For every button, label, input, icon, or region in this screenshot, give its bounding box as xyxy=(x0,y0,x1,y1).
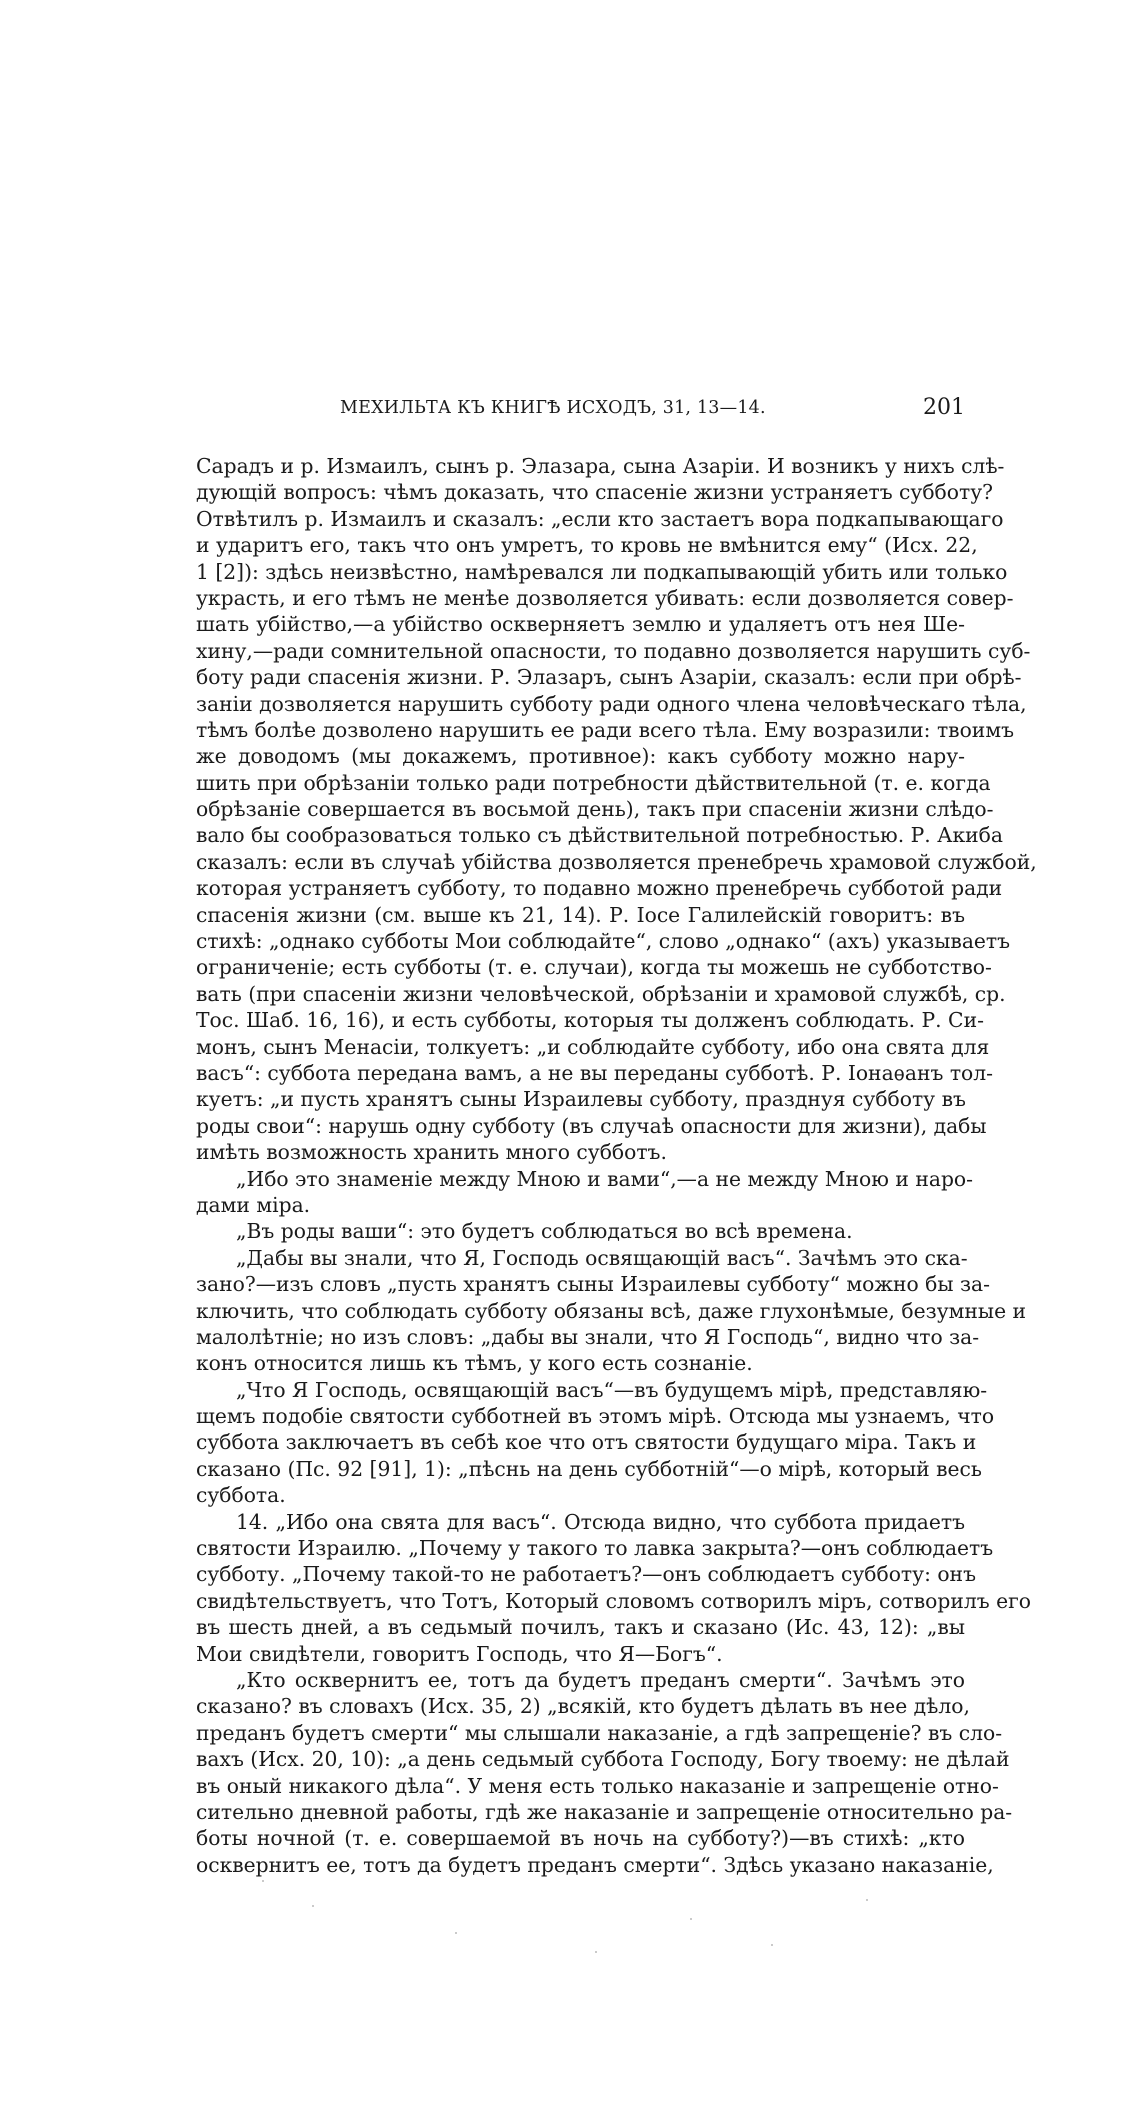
text-line: вать (при спасеніи жизни человѣческой, обрѣзаніи и храмовой службѣ, ср. xyxy=(196,981,1006,1006)
scan-speck xyxy=(771,1944,773,1946)
text-line: боты ночной (т. е. совершаемой въ ночь на субботу?)—въ стихѣ: „кто xyxy=(196,1826,965,1851)
text-line: святости Израилю. „Почему у такого то лавка закрыта?—онъ соблюдаетъ xyxy=(196,1536,994,1561)
text-line: тѣмъ болѣе дозволено нарушить ее ради всего тѣла. Ему возразили: твоимъ xyxy=(196,717,1015,742)
text-line: ключить, что соблюдать субботу обязаны всѣ, даже глухонѣмые, безумные и xyxy=(196,1298,1027,1323)
text-line: куетъ: „и пусть хранятъ сыны Израилевы субботу, празднуя субботу въ xyxy=(196,1087,966,1112)
text-line: стихѣ: „однако субботы Мои соблюдайте“, слово „однако“ (ахъ) указываетъ xyxy=(196,929,1011,954)
text-line: въ шесть дней, а въ седьмый почилъ, такъ и сказано (Ис. 43, 12): „вы xyxy=(196,1615,965,1640)
text-line: хину,—ради сомнительной опасности, то подавно дозволяется нарушить суб- xyxy=(196,638,1031,663)
scan-speck xyxy=(866,1899,868,1901)
text-line: „Кто осквернитъ ее, тотъ да будетъ преданъ смерти“. Зачѣмъ это xyxy=(236,1667,965,1692)
text-line: шить при обрѣзаніи только ради потребности дѣйствительной (т. е. когда xyxy=(196,770,991,795)
text-line: конъ относится лишь къ тѣмъ, у кого есть сознаніе. xyxy=(196,1351,753,1376)
text-line: 1 [2]): здѣсь неизвѣстно, намѣревался ли подкапывающій убить или только xyxy=(196,559,1008,584)
text-line: вахъ (Исх. 20, 10): „а день седьмый суббота Господу, Богу твоему: не дѣлай xyxy=(196,1747,1010,1772)
text-line: щемъ подобіе святости субботней въ этомъ мірѣ. Отсюда мы узнаемъ, что xyxy=(196,1404,995,1429)
text-line: ограниченіе; есть субботы (т. е. случаи), когда ты можешь не субботство- xyxy=(196,955,992,980)
text-line: „Что Я Господь, освящающій васъ“—въ будущемъ мірѣ, представляю- xyxy=(236,1377,988,1402)
text-line: васъ“: суббота передана вамъ, а не вы переданы субботѣ. Р. Іонаѳанъ тол- xyxy=(196,1060,993,1085)
text-line: которая устраняетъ субботу, то подавно можно пренебречь субботой ради xyxy=(196,876,1003,901)
body-text xyxy=(196,453,1037,1878)
text-line: Сарадъ и р. Измаилъ, сынъ р. Элазара, сына Азаріи. И возникъ у нихъ слѣ- xyxy=(196,454,1005,478)
text-line: малолѣтніе; но изъ словъ: „дабы вы знали, что Я Господь“, видно что за- xyxy=(196,1324,980,1349)
text-line: „Въ роды ваши“: это будетъ соблюдаться во всѣ времена. xyxy=(236,1219,853,1244)
text-line: „Ибо это знаменіе между Мною и вами“,—а не между Мною и наро- xyxy=(236,1166,973,1191)
text-line: Тос. Шаб. 16, 16), и есть субботы, которыя ты долженъ соблюдать. Р. Си- xyxy=(196,1008,984,1033)
text-line: въ оный никакого дѣла“. У меня есть только наказаніе и запрещеніе отно- xyxy=(196,1773,999,1798)
text-line: Отвѣтилъ р. Измаилъ и сказалъ: „если кто застаетъ вора подкапывающаго xyxy=(196,506,1004,531)
text-line: суббота заключаетъ въ себѣ кое что отъ святости будущаго міра. Такъ и xyxy=(196,1430,977,1455)
running-title: МЕХИЛЬТА КЪ КНИГѢ ИСХОДЪ, 31, 13—14. xyxy=(340,398,766,418)
text-line: суббота. xyxy=(196,1483,286,1508)
page-number: 201 xyxy=(923,395,965,420)
text-line: преданъ будетъ смерти“ мы слышали наказаніе, а гдѣ запрещеніе? въ сло- xyxy=(196,1720,1003,1745)
text-line: сказано? въ словахъ (Исх. 35, 2) „всякій, кто будетъ дѣлать въ нее дѣло, xyxy=(196,1694,970,1719)
text-line: же доводомъ (мы докажемъ, противное): какъ субботу можно нару- xyxy=(196,744,965,769)
text-line: украсть, и его тѣмъ не менѣе дозволяется убивать: если дозволяется совер- xyxy=(196,585,1014,610)
text-line: сказано (Пс. 92 [91], 1): „пѣснь на день субботній“—о мірѣ, который весь xyxy=(196,1456,982,1481)
text-line: заніи дозволяется нарушить субботу ради одного члена человѣческаго тѣла, xyxy=(196,691,1027,716)
text-line: шать убійство,—а убійство оскверняетъ землю и удаляетъ отъ нея Ше- xyxy=(196,612,965,637)
scan-speck xyxy=(455,1932,457,1934)
scan-speck xyxy=(312,1905,314,1907)
text-line: осквернитъ ее, тотъ да будетъ преданъ смерти“. Здѣсь указано наказаніе, xyxy=(196,1852,994,1877)
text-line: сительно дневной работы, гдѣ же наказаніе и запрещеніе относительно ра- xyxy=(196,1799,1013,1824)
text-line: имѣть возможность хранить много субботъ. xyxy=(196,1140,667,1165)
text-line: боту ради спасенія жизни. Р. Элазаръ, сынъ Азаріи, сказалъ: если при обрѣ- xyxy=(196,665,1022,690)
text-line: дами міра. xyxy=(196,1192,311,1217)
text-line: обрѣзаніе совершается въ восьмой день), такъ при спасеніи жизни слѣдо- xyxy=(196,797,994,822)
text-line: свидѣтельствуетъ, что Тотъ, Который словомъ сотворилъ міръ, сотворилъ его xyxy=(196,1588,1031,1613)
text-line: субботу. „Почему такой-то не работаетъ?—онъ соблюдаетъ субботу: онъ xyxy=(196,1562,976,1587)
text-line: вало бы сообразоваться только съ дѣйствительной потребностью. Р. Акиба xyxy=(196,823,1003,848)
text-line: и ударитъ его, такъ что онъ умретъ, то кровь не вмѣнится ему“ (Исх. 22, xyxy=(196,533,978,558)
text-line: Мои свидѣтели, говоритъ Господь, что Я—Богъ“. xyxy=(196,1641,723,1666)
text-line: роды свои“: нарушь одну субботу (въ случаѣ опасности для жизни), дабы xyxy=(196,1113,987,1138)
text-line: монъ, сынъ Менасіи, толкуетъ: „и соблюдайте субботу, ибо она свята для xyxy=(196,1034,990,1059)
text-line: спасенія жизни (см. выше къ 21, 14). Р. Іосе Галилейскій говоритъ: въ xyxy=(196,902,965,927)
scan-speck xyxy=(690,1918,692,1920)
text-line: дующій вопросъ: чѣмъ доказать, что спасеніе жизни устраняетъ субботу? xyxy=(196,480,994,505)
text-line: зано?—изъ словъ „пусть хранятъ сыны Израилевы субботу“ можно бы за- xyxy=(196,1272,990,1297)
running-header xyxy=(340,395,965,430)
text-line: сказалъ: если въ случаѣ убійства дозволяется пренебречь храмовой службой, xyxy=(196,849,1037,874)
scan-speck xyxy=(595,1951,597,1953)
scan-speck xyxy=(262,1880,264,1882)
text-line: 14. „Ибо она свята для васъ“. Отсюда видно, что суббота придаетъ xyxy=(236,1509,965,1534)
text-line: „Дабы вы знали, что Я, Господь освящающій васъ“. Зачѣмъ это ска- xyxy=(236,1245,968,1270)
